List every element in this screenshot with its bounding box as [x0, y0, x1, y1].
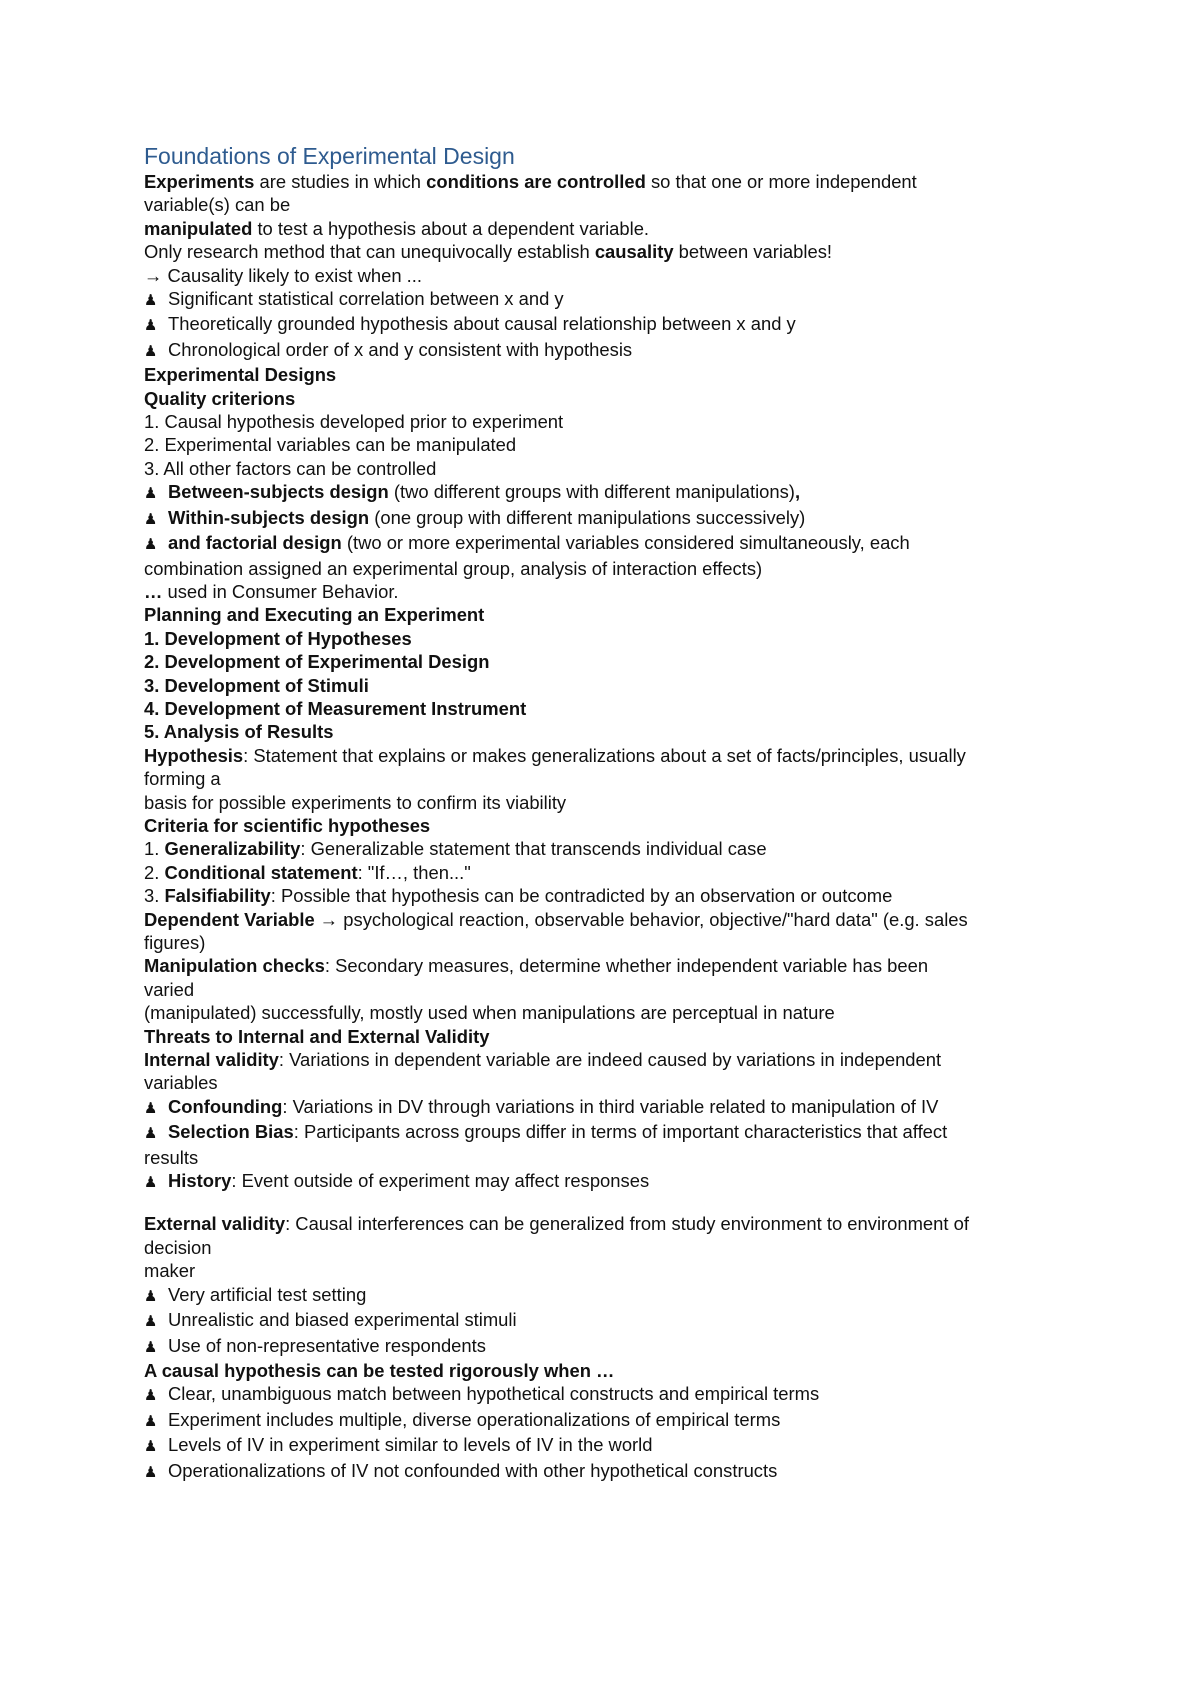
bullet-line	[144, 1169, 1084, 1194]
pawn-bullet-icon: ♟	[144, 484, 158, 503]
text: Experiment includes multiple, diverse operationalizations of empirical terms	[168, 1408, 781, 1430]
text: : Possible that hypothesis can be contradicted by an observation or outcome	[270, 885, 893, 907]
bullet-line	[144, 1308, 1084, 1333]
text: (two different groups with different manipulations)	[388, 481, 795, 503]
bold-text: 1. Development of Hypotheses	[144, 627, 412, 649]
text-line	[144, 978, 1084, 1001]
bold-text: Falsifiability	[164, 885, 271, 907]
bullet-line	[144, 1120, 1084, 1145]
pawn-bullet-icon: ♟	[144, 535, 158, 554]
bold-text: Between-subjects design	[168, 481, 389, 503]
text-line	[144, 814, 1084, 837]
text: : Causal interferences can be generalized from study environment to environment of	[285, 1213, 969, 1235]
bold-text: Planning and Executing an Experiment	[144, 604, 485, 626]
text: results	[144, 1146, 199, 1168]
text: to test a hypothesis about a dependent variable.	[252, 217, 650, 239]
text: Clear, unambiguous match between hypothetical constructs and empirical terms	[168, 1383, 820, 1405]
bold-text: Experimental Designs	[144, 364, 337, 386]
text: variable(s) can be	[144, 194, 291, 216]
text-line	[144, 931, 1084, 954]
text-line	[144, 170, 1084, 193]
text-line	[144, 744, 1084, 767]
bold-text: History	[168, 1170, 232, 1192]
text: used in Consumer Behavior.	[162, 580, 399, 602]
bullet-line	[144, 1382, 1084, 1407]
text-line	[144, 627, 1084, 650]
text: 2.	[144, 861, 165, 883]
bold-text: Hypothesis	[144, 744, 244, 766]
text: (one group with different manipulations successively)	[369, 506, 806, 528]
text-line	[144, 217, 1084, 240]
text-line	[144, 603, 1084, 626]
text-line	[144, 1359, 1084, 1382]
text: forming a	[144, 768, 221, 790]
text-line	[144, 837, 1084, 860]
text-line	[144, 861, 1084, 884]
text-line	[144, 791, 1084, 814]
text-line	[144, 1071, 1084, 1094]
bold-text: 3. Development of Stimuli	[144, 674, 369, 696]
document-lines	[144, 170, 1084, 1484]
text-line	[144, 557, 1084, 580]
text: Use of non-representative respondents	[168, 1334, 486, 1356]
text: : Generalizable statement that transcends individual case	[300, 838, 767, 860]
text: Theoretically grounded hypothesis about causal relationship between x and y	[168, 313, 796, 335]
pawn-bullet-icon: ♟	[144, 1286, 158, 1305]
text-line	[144, 674, 1084, 697]
text-line	[144, 767, 1084, 790]
text-line	[144, 884, 1084, 907]
bullet-line	[144, 506, 1084, 531]
pawn-bullet-icon: ♟	[144, 1411, 158, 1430]
text: 2. Experimental variables can be manipulated	[144, 434, 517, 456]
pawn-bullet-icon: ♟	[144, 291, 158, 310]
bold-text: Criteria for scientific hypotheses	[144, 814, 431, 836]
pawn-bullet-icon: ♟	[144, 1462, 158, 1481]
bold-text: 4. Development of Measurement Instrument	[144, 697, 527, 719]
text: → psychological reaction, observable behavior, objective/"hard data" (e.g. sales	[314, 908, 968, 930]
text: maker	[144, 1260, 196, 1282]
bullet-line	[144, 1334, 1084, 1359]
text-line	[144, 1236, 1084, 1259]
bullet-line	[144, 312, 1084, 337]
bold-text: Within-subjects design	[168, 506, 370, 528]
text: : Variations in DV through variations in third variable related to manipulation of IV	[282, 1095, 939, 1117]
bold-text: ,	[794, 481, 801, 503]
text: 1. Causal hypothesis developed prior to experiment	[144, 411, 564, 433]
text-line	[144, 240, 1084, 263]
pawn-bullet-icon: ♟	[144, 316, 158, 335]
text: : Secondary measures, determine whether independent variable has been	[324, 955, 929, 977]
bold-text: Threats to Internal and External Validity	[144, 1025, 490, 1047]
bullet-line	[144, 1095, 1084, 1120]
pawn-bullet-icon: ♟	[144, 1337, 158, 1356]
text: 1.	[144, 838, 165, 860]
text: figures)	[144, 932, 206, 953]
bold-text: Selection Bias	[168, 1121, 294, 1143]
text-line	[144, 1001, 1084, 1024]
text-line	[144, 1146, 1084, 1169]
text: variables	[144, 1072, 218, 1094]
text: 3.	[144, 885, 165, 907]
text: basis for possible experiments to confirm its viability	[144, 791, 567, 813]
bold-text: Quality criterions	[144, 387, 296, 409]
text: (two or more experimental variables considered simultaneously, each	[341, 532, 910, 554]
text-line	[144, 387, 1084, 410]
text: decision	[144, 1236, 212, 1258]
text-line	[144, 1025, 1084, 1048]
document-body	[144, 142, 1084, 1484]
document-title: Foundations of Experimental Design	[144, 143, 515, 169]
bold-text: Conditional statement	[164, 861, 358, 883]
text-line	[144, 697, 1084, 720]
text: : Statement that explains or makes generalizations about a set of facts/principles, usually	[243, 744, 966, 766]
text: Levels of IV in experiment similar to levels of IV in the world	[168, 1434, 653, 1456]
text: are studies in which	[254, 171, 427, 192]
text-line	[144, 193, 1084, 216]
bullet-line	[144, 287, 1084, 312]
bullet-line	[144, 338, 1084, 363]
pawn-bullet-icon: ♟	[144, 1386, 158, 1405]
bullet-line	[144, 1408, 1084, 1433]
pawn-bullet-icon: ♟	[144, 341, 158, 360]
text-line	[144, 1048, 1084, 1071]
text: Chronological order of x and y consistent with hypothesis	[168, 338, 633, 360]
text-line	[144, 580, 1084, 603]
text: : Event outside of experiment may affect responses	[231, 1170, 650, 1192]
bullet-line	[144, 1283, 1084, 1308]
bold-text: A causal hypothesis can be tested rigorously when …	[144, 1359, 615, 1381]
text-line	[144, 1259, 1084, 1282]
text: Significant statistical correlation between x and y	[168, 288, 564, 310]
text-line	[144, 264, 1084, 287]
text-line	[144, 954, 1084, 977]
pawn-bullet-icon: ♟	[144, 1173, 158, 1192]
bold-text: Experiments	[144, 171, 255, 192]
bold-text: Confounding	[168, 1095, 283, 1117]
text: : "If…, then..."	[357, 861, 471, 883]
bold-text: manipulated	[144, 217, 253, 239]
paragraph-gap	[144, 1194, 1084, 1212]
text: Very artificial test setting	[168, 1283, 367, 1305]
text: Only research method that can unequivocally establish	[144, 241, 595, 263]
text: combination assigned an experimental group, analysis of interaction effects)	[144, 557, 763, 579]
text: (manipulated) successfully, mostly used when manipulations are perceptual in nature	[144, 1002, 835, 1024]
text-line	[144, 720, 1084, 743]
bold-text: and factorial design	[168, 532, 342, 554]
bold-text: …	[144, 580, 163, 602]
text-line	[144, 457, 1084, 480]
pawn-bullet-icon: ♟	[144, 1312, 158, 1331]
pawn-bullet-icon: ♟	[144, 1437, 158, 1456]
bold-text: 5. Analysis of Results	[144, 721, 334, 743]
bold-text: causality	[594, 241, 674, 263]
bold-text: Internal validity	[144, 1049, 279, 1071]
bold-text: Dependent Variable	[144, 908, 315, 930]
text: → Causality likely to exist when ...	[144, 264, 423, 286]
bold-text: conditions are controlled	[426, 171, 646, 192]
text-line	[144, 650, 1084, 673]
text-line	[144, 1212, 1084, 1235]
text-line	[144, 908, 1084, 931]
pawn-bullet-icon: ♟	[144, 1098, 158, 1117]
text-line	[144, 410, 1084, 433]
text-line	[144, 363, 1084, 386]
text: between variables!	[673, 241, 833, 263]
text: : Variations in dependent variable are indeed caused by variations in independent	[278, 1049, 942, 1071]
text: varied	[144, 978, 195, 1000]
bullet-line	[144, 1433, 1084, 1458]
bullet-line	[144, 480, 1084, 505]
pawn-bullet-icon: ♟	[144, 1124, 158, 1143]
text: : Participants across groups differ in terms of important characteristics that affect	[293, 1121, 948, 1143]
text: 3. All other factors can be controlled	[144, 457, 437, 479]
pawn-bullet-icon: ♟	[144, 509, 158, 528]
text: so that one or more independent	[645, 171, 917, 192]
bold-text: External validity	[144, 1213, 286, 1235]
text: Operationalizations of IV not confounded with other hypothetical constructs	[168, 1459, 778, 1481]
bold-text: 2. Development of Experimental Design	[144, 651, 490, 673]
bold-text: Generalizability	[164, 838, 301, 860]
bold-text: Manipulation checks	[144, 955, 325, 977]
bullet-line	[144, 1459, 1084, 1484]
bullet-line	[144, 531, 1084, 556]
text-line	[144, 433, 1084, 456]
text: Unrealistic and biased experimental stimuli	[168, 1309, 517, 1331]
